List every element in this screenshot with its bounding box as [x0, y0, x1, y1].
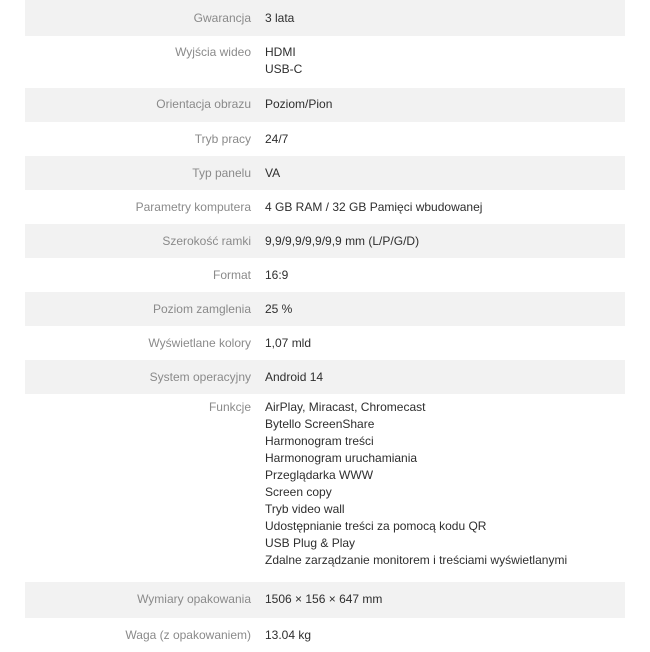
spec-value	[265, 399, 567, 569]
spec-value	[265, 10, 294, 27]
spec-row-funkcje	[25, 394, 625, 582]
spec-label: Szerokość ramki	[162, 234, 251, 248]
spec-label: Funkcje	[208, 400, 251, 414]
spec-value-line: 16:9	[265, 268, 289, 282]
spec-value	[265, 131, 288, 148]
spec-value	[265, 199, 482, 216]
spec-row-parametry-komputera	[25, 190, 625, 224]
spec-label: Wyjścia wideo	[175, 45, 251, 59]
spec-label: Orientacja obrazu	[156, 97, 251, 111]
spec-value-line: 1,07 mld	[265, 336, 312, 350]
spec-row-tryb-pracy	[25, 122, 625, 156]
spec-value-line: 1506 × 156 × 647 mm	[265, 592, 383, 606]
spec-value	[265, 165, 280, 182]
spec-row-wyjscia-wideo	[25, 36, 625, 88]
spec-value-line: Poziom/Pion	[265, 97, 333, 111]
spec-row-typ-panelu	[25, 156, 625, 190]
spec-label: Wymiary opakowania	[137, 592, 251, 606]
spec-label: Waga (z opakowaniem)	[125, 628, 251, 642]
spec-row-szerokosc-ramki	[25, 224, 625, 258]
spec-value	[265, 591, 382, 608]
spec-value-line: Bytello ScreenShare	[265, 417, 375, 431]
spec-value	[265, 96, 332, 113]
spec-value-line: 9,9/9,9/9,9/9,9 mm (L/P/G/D)	[265, 234, 420, 248]
spec-label: System operacyjny	[149, 370, 251, 384]
spec-value-line: Tryb video wall	[265, 502, 345, 516]
spec-value-line: Przeglądarka WWW	[265, 468, 374, 482]
spec-row-wymiary-opakowania	[25, 582, 625, 618]
spec-value-line: 25 %	[265, 302, 293, 316]
spec-value-line: Screen copy	[265, 485, 332, 499]
spec-label: Parametry komputera	[135, 200, 251, 214]
spec-row-poziom-zamglenia	[25, 292, 625, 326]
spec-value-line: 3 lata	[265, 11, 295, 25]
spec-row-gwarancja	[25, 0, 625, 36]
spec-value-line: USB Plug & Play	[265, 536, 356, 550]
spec-value	[265, 335, 311, 352]
spec-label: Format	[212, 268, 251, 282]
spec-value-line: Android 14	[265, 370, 324, 384]
spec-value-line: Udostępnianie treści za pomocą kodu QR	[265, 519, 487, 533]
spec-value-line: AirPlay, Miracast, Chromecast	[265, 400, 426, 414]
spec-value	[265, 627, 311, 644]
spec-value	[265, 267, 288, 284]
spec-label: Tryb pracy	[194, 132, 251, 146]
spec-value-line: 24/7	[265, 132, 289, 146]
spec-value-line: USB-C	[265, 62, 303, 76]
spec-row-waga	[25, 618, 625, 652]
spec-value	[265, 233, 419, 250]
spec-table	[25, 0, 625, 652]
spec-value-line: 13.04 kg	[265, 628, 312, 642]
spec-row-orientacja-obrazu	[25, 88, 625, 122]
spec-label: Wyświetlane kolory	[148, 336, 251, 350]
spec-value-line: Harmonogram uruchamiania	[265, 451, 418, 465]
spec-value	[265, 301, 292, 318]
spec-value-line: 4 GB RAM / 32 GB Pamięci wbudowanej	[265, 200, 483, 214]
spec-value-line: Harmonogram treści	[265, 434, 374, 448]
spec-value	[265, 44, 302, 78]
spec-label: Poziom zamglenia	[152, 302, 251, 316]
spec-value-line: HDMI	[265, 45, 296, 59]
spec-label: Typ panelu	[192, 166, 251, 180]
spec-label: Gwarancja	[193, 11, 251, 25]
spec-row-wyswietlane-kolory	[25, 326, 625, 360]
spec-row-system-operacyjny	[25, 360, 625, 394]
spec-value-line: VA	[265, 166, 281, 180]
spec-value-line: Zdalne zarządzanie monitorem i treściami wyświetlanymi	[265, 553, 568, 567]
spec-row-format	[25, 258, 625, 292]
spec-value	[265, 369, 323, 386]
